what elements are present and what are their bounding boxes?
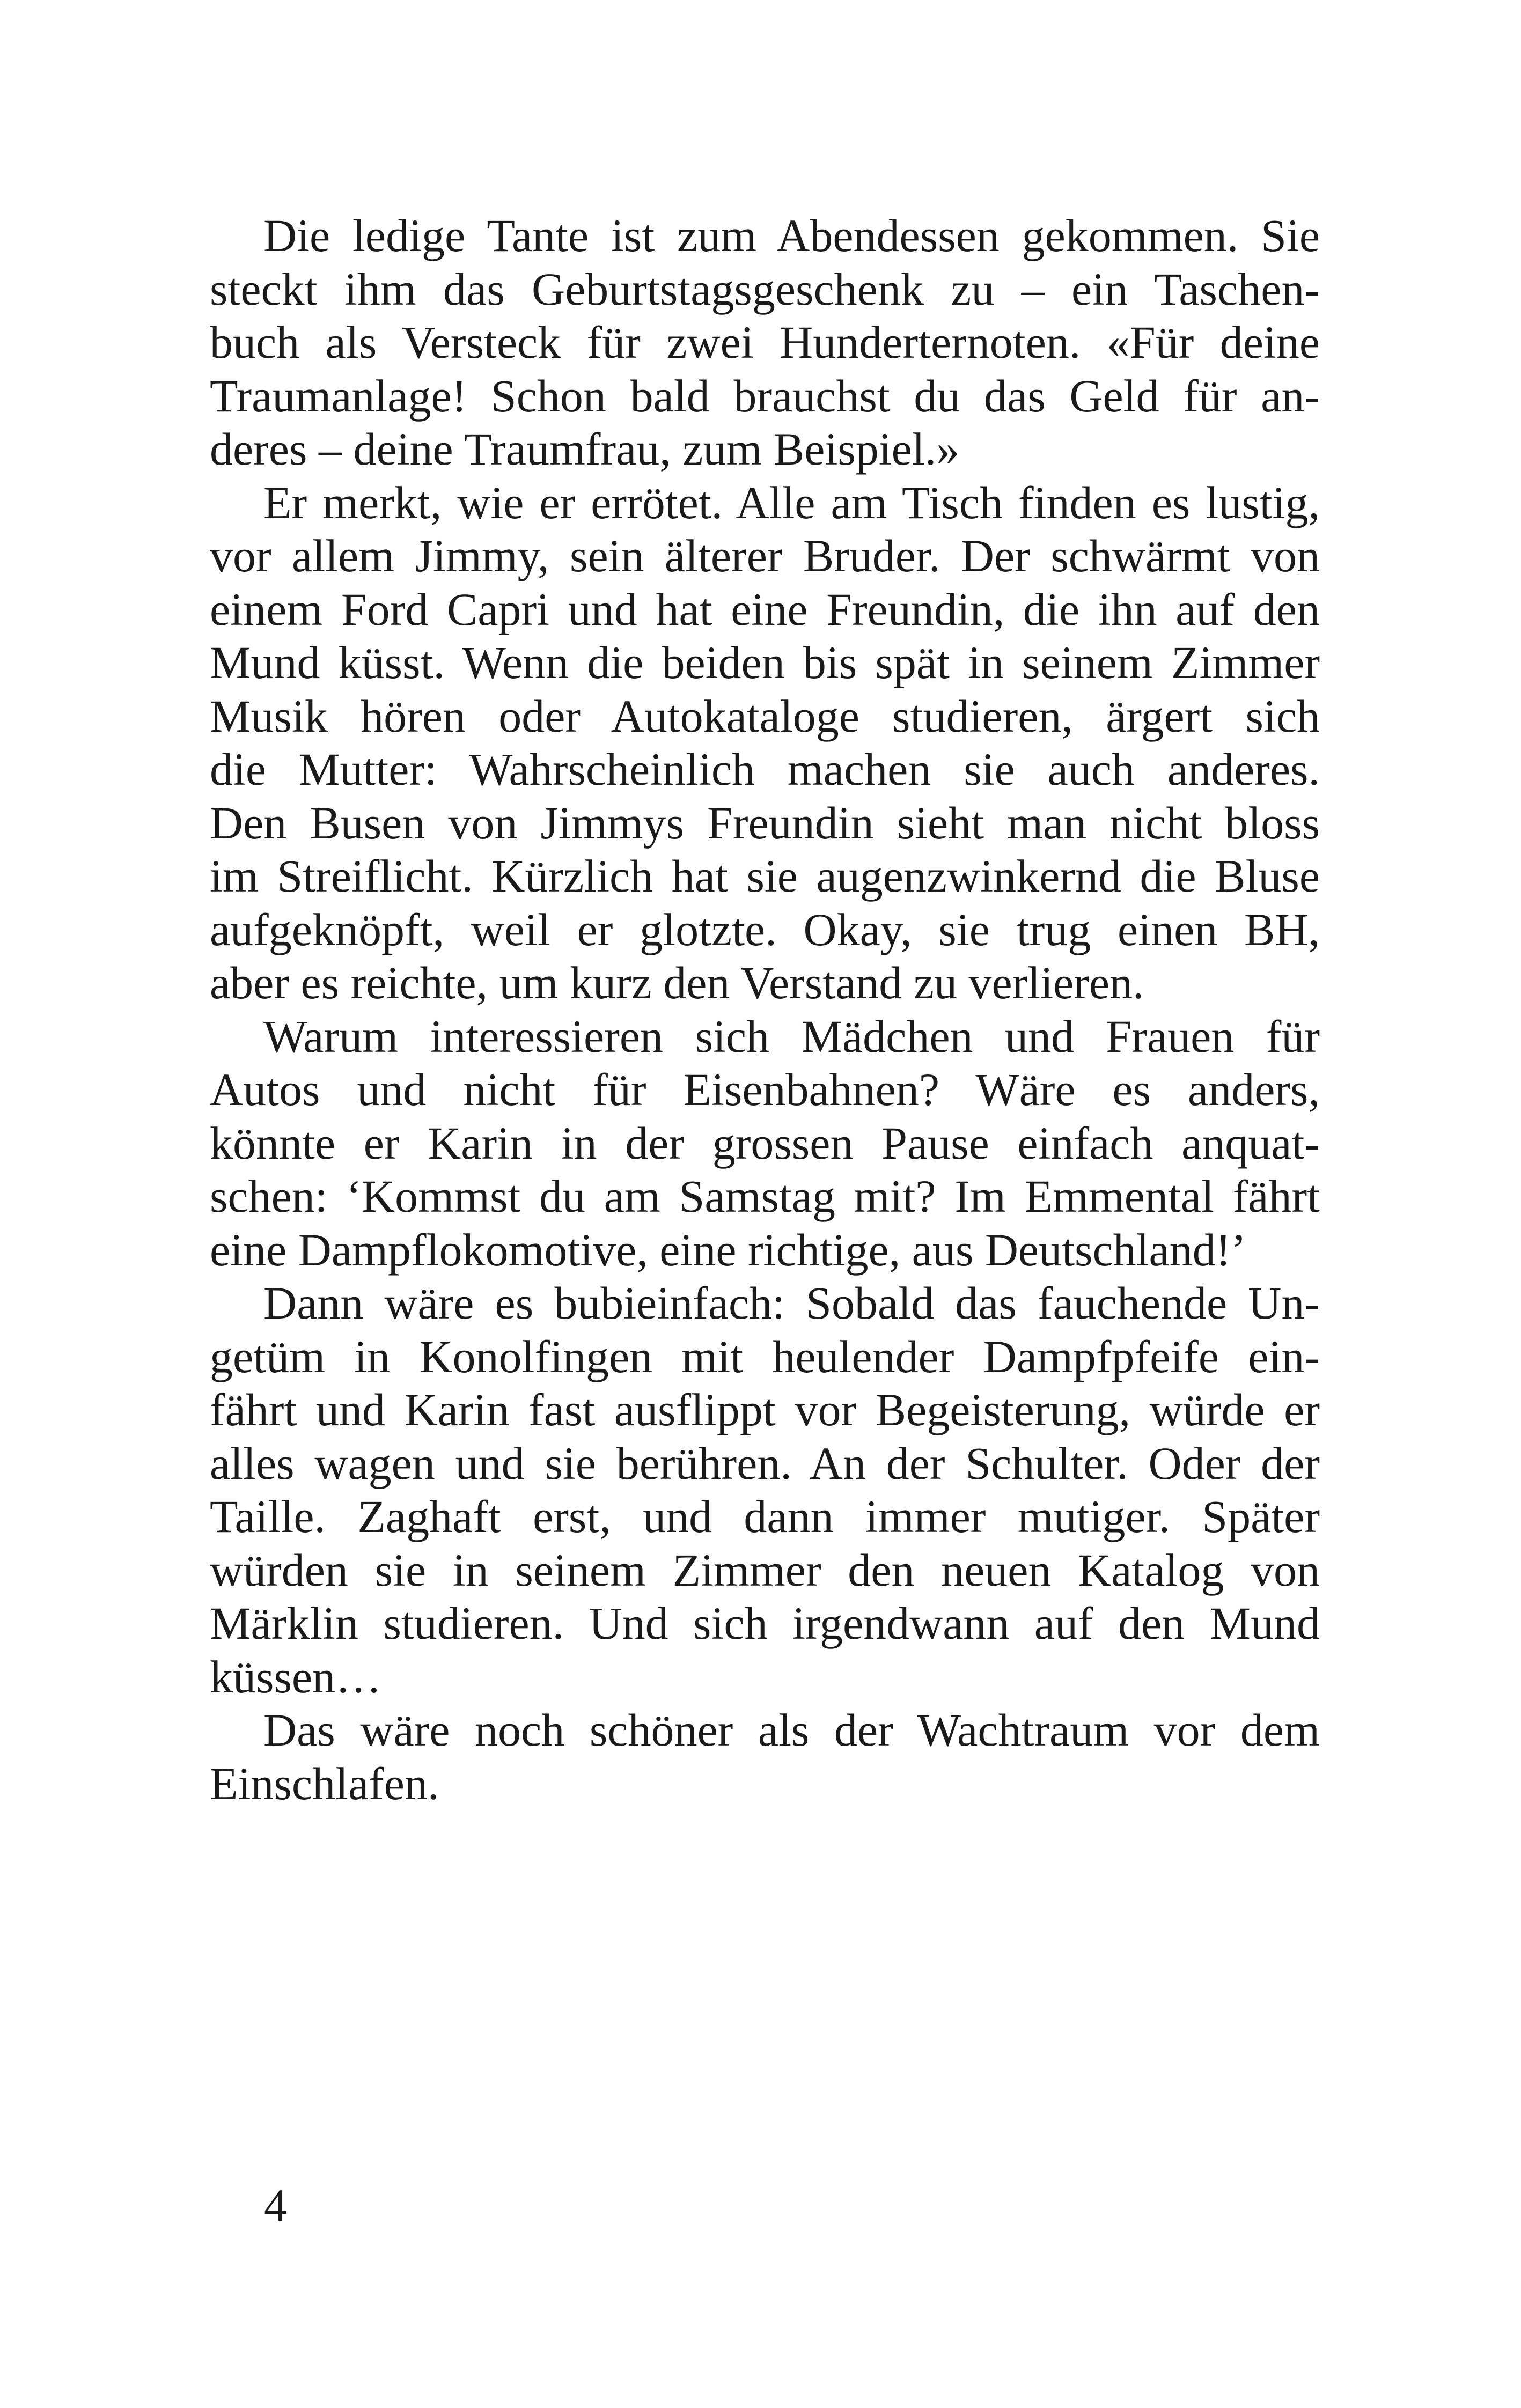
text-line: Das wäre noch schöner als der Wachtraum vor dem	[263, 1704, 1320, 1756]
text-line: Musik hören oder Autokataloge studieren, ärgert sich	[210, 690, 1320, 742]
text-line: vor allem Jimmy, sein älterer Bruder. Der schwärmt von	[210, 530, 1320, 581]
text-line: würden sie in seinem Zimmer den neuen Katalog von	[210, 1544, 1320, 1596]
text-line: fährt und Karin fast ausflippt vor Begeisterung, würde er	[210, 1384, 1320, 1435]
text-line: könnte er Karin in der grossen Pause einfach anquat-	[210, 1117, 1320, 1169]
text-line: steckt ihm das Geburtstagsgeschenk zu – ein Taschen-	[210, 263, 1320, 315]
body-text	[210, 209, 1320, 1810]
text-line: küssen…	[210, 1651, 382, 1703]
text-line: Dann wäre es bubieinfach: Sobald das fauchende Un-	[263, 1277, 1320, 1329]
text-line: Autos und nicht für Eisenbahnen? Wäre es anders,	[210, 1064, 1320, 1115]
text-line: Warum interessieren sich Mädchen und Frauen für	[263, 1010, 1320, 1062]
text-line: Taille. Zaghaft erst, und dann immer mutiger. Später	[210, 1491, 1320, 1542]
text-line: Mund küsst. Wenn die beiden bis spät in seinem Zimmer	[210, 637, 1320, 688]
text-line: schen: ‘Kommst du am Samstag mit? Im Emmental fährt	[210, 1170, 1320, 1222]
text-line: alles wagen und sie berühren. An der Schulter. Oder der	[210, 1437, 1320, 1489]
text-line: aber es reichte, um kurz den Verstand zu verlieren.	[210, 957, 1144, 1008]
text-line: Den Busen von Jimmys Freundin sieht man nicht bloss	[210, 797, 1320, 849]
paragraph-3	[210, 1010, 1320, 1277]
paragraph-4	[210, 1277, 1320, 1704]
text-line: Märklin studieren. Und sich irgendwann auf den Mund	[210, 1597, 1320, 1649]
text-line: Traumanlage! Schon bald brauchst du das Geld für an-	[210, 370, 1320, 422]
text-line: Er merkt, wie er errötet. Alle am Tisch finden es lustig,	[263, 476, 1320, 528]
text-line: buch als Versteck für zwei Hunderternoten. «Für deine	[210, 316, 1320, 368]
text-line: Einschlafen.	[210, 1757, 439, 1809]
paragraph-5	[210, 1704, 1320, 1810]
text-line: deres – deine Traumfrau, zum Beispiel.»	[210, 423, 960, 475]
text-line: im Streiflicht. Kürzlich hat sie augenzwinkernd die Bluse	[210, 850, 1320, 902]
text-line: einem Ford Capri und hat eine Freundin, die ihn auf den	[210, 583, 1320, 635]
text-line: Die ledige Tante ist zum Abendessen gekommen. Sie	[263, 210, 1320, 261]
text-line: eine Dampflokomotive, eine richtige, aus Deutschland!’	[210, 1224, 1246, 1276]
text-line: getüm in Konolfingen mit heulender Dampfpfeife ein-	[210, 1330, 1320, 1382]
text-line: aufgeknöpft, weil er glotzte. Okay, sie trug einen BH,	[210, 903, 1320, 955]
paragraph-2	[210, 476, 1320, 1010]
paragraph-1	[210, 209, 1320, 476]
text-line: die Mutter: Wahrscheinlich machen sie auch anderes.	[210, 743, 1320, 795]
page-number: 4	[264, 2179, 287, 2231]
